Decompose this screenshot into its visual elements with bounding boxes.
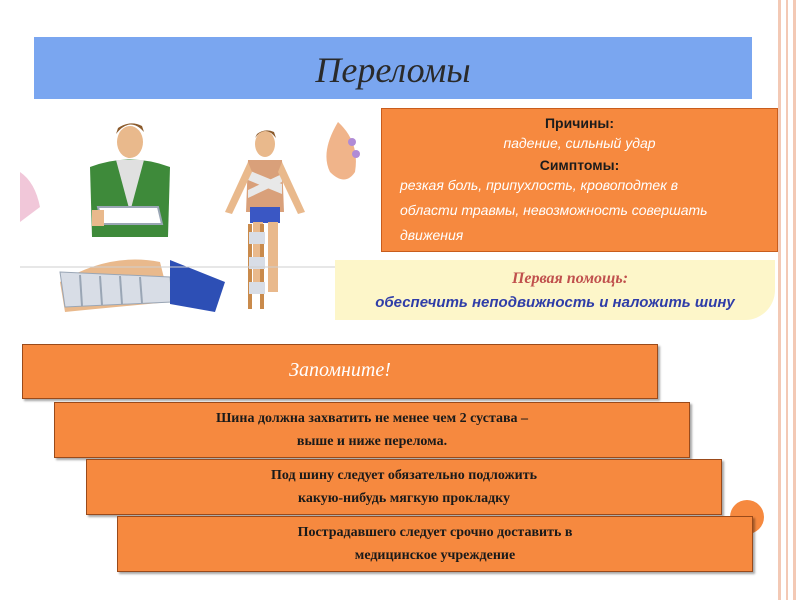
rule-card-line: Шина должна захватить не менее чем 2 сустава – [215,411,529,426]
first-aid-panel [335,260,775,320]
rule-card [117,516,753,572]
frame-stripe [793,0,796,600]
rule-card-line: какую-нибудь мягкую прокладку [297,491,511,506]
rule-card [54,402,690,458]
symptoms-line: движения [400,227,464,243]
frame-stripe [786,0,788,600]
rule-card-line: медицинское учреждение [354,548,516,563]
rule-card [86,459,722,515]
first-aid-heading: Первая помощь: [511,270,629,287]
causes-heading: Причины: [544,115,615,131]
rule-card-line: Под шину следует обязательно подложить [270,468,537,483]
title-bar [34,37,752,99]
rule-card-line: Пострадавшего следует срочно доставить в [297,525,573,540]
remember-label: Запомните! [289,359,391,381]
rule-card-line: выше и ниже перелома. [296,434,448,449]
symptoms-line: области травмы, невозможность совершать [400,202,708,218]
symptoms-line: резкая боль, припухлость, кровоподтек в [400,177,678,193]
causes-text: падение, сильный удар [503,135,656,151]
first-aid-text: обеспечить неподвижность и наложить шину [375,294,735,311]
remember-banner [22,344,658,399]
slide-title: Переломы [315,50,471,90]
frame-stripe [778,0,781,600]
symptoms-heading: Симптомы: [539,157,620,173]
causes-symptoms-box [381,108,778,252]
fracture-illustration [20,112,370,322]
